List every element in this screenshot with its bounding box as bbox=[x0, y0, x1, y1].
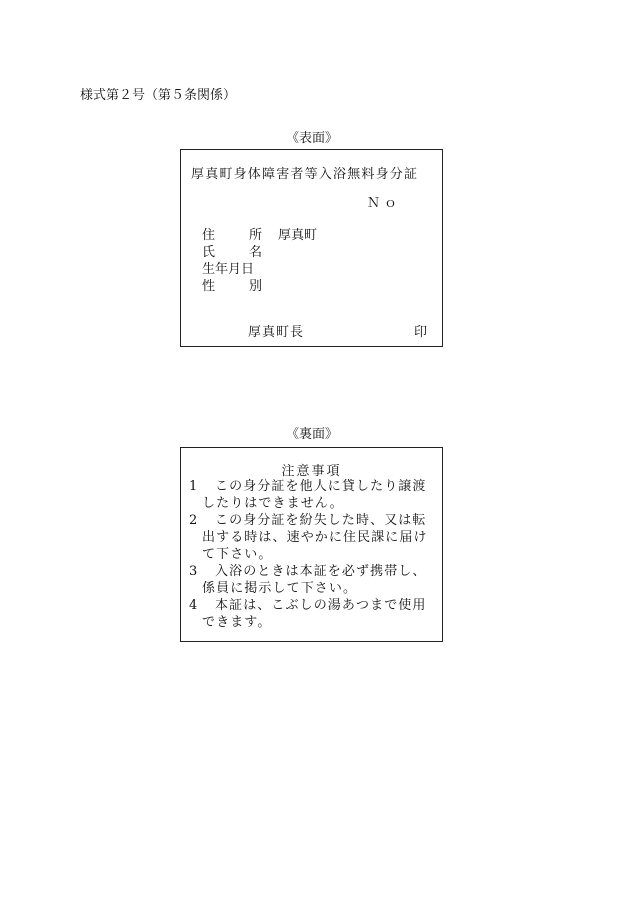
front-side-label: 《表面》 bbox=[285, 131, 338, 146]
note-item bbox=[189, 478, 439, 512]
note-text: この身分証を紛失した時、又は転出する時は、速やかに住民課に届けて下さい。 bbox=[202, 513, 428, 562]
address-value: 厚真町 bbox=[278, 228, 318, 243]
card-number-label: Ｎｏ bbox=[367, 196, 402, 211]
note-number: 3 bbox=[189, 564, 199, 579]
gender-label: 性別 bbox=[202, 279, 262, 294]
note-item bbox=[189, 563, 439, 597]
card-title: 厚真町身体障害者等入浴無料身分証 bbox=[191, 167, 419, 182]
field-address bbox=[202, 224, 318, 243]
note-number: 1 bbox=[189, 479, 199, 494]
note-text: 本証は、こぶしの湯あつまで使用できます。 bbox=[202, 598, 427, 630]
notes-list bbox=[189, 478, 439, 631]
mayor-label: 厚真町長 bbox=[248, 325, 305, 340]
note-number: 4 bbox=[189, 598, 199, 613]
notes-heading: 注意事項 bbox=[281, 464, 342, 479]
name-label: 氏名 bbox=[202, 245, 262, 260]
note-item bbox=[189, 512, 439, 563]
seal-mark: 印 bbox=[414, 325, 428, 340]
note-item bbox=[189, 597, 439, 631]
field-name bbox=[202, 241, 262, 259]
note-number: 2 bbox=[189, 513, 199, 528]
id-card-back bbox=[180, 447, 443, 642]
field-gender bbox=[202, 275, 262, 293]
form-title: 様式第２号（第５条関係） bbox=[80, 88, 237, 103]
id-card-front bbox=[180, 149, 443, 347]
back-side-label: 《裏面》 bbox=[285, 427, 338, 442]
birthdate-label: 生年月日 bbox=[202, 262, 255, 277]
note-text: この身分証を他人に貸したり譲渡したりはできません。 bbox=[202, 479, 427, 511]
address-label: 住所 bbox=[202, 228, 262, 243]
field-birthdate bbox=[202, 258, 254, 276]
note-text: 入浴のときは本証を必ず携帯し、係員に掲示して下さい。 bbox=[202, 564, 427, 596]
